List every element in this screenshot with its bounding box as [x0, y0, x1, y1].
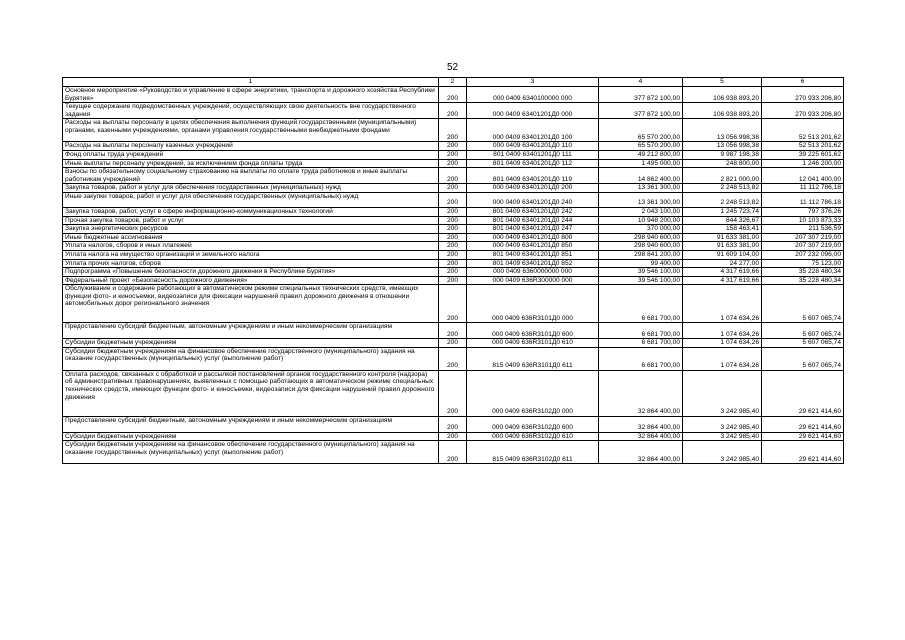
- row-remaining-cell: 29 621 414,60: [762, 370, 844, 416]
- row-budget-code-cell: 000 0409 6360000000 000: [467, 268, 599, 277]
- row-budget-code-cell: 801 0409 63401201Д0 851: [467, 250, 599, 259]
- row-name-cell: Расходы на выплаты персоналу казенных учреждений: [63, 142, 439, 151]
- row-executed-cell: 106 938 893,20: [683, 103, 762, 119]
- table-row: [63, 416, 844, 432]
- row-plan-cell: 6 681 700,00: [599, 323, 683, 339]
- row-executed-cell: 1 074 634,26: [683, 285, 762, 323]
- row-budget-code-cell: 000 0409 636R3102Д0 610: [467, 432, 599, 441]
- row-admin-code-cell: 200: [439, 347, 467, 370]
- row-executed-cell: 2 821 000,00: [683, 168, 762, 184]
- row-name-cell: Обслуживание и содержание работающих в автоматическом режиме специальных технических средств, имеющих функции фото- и киносъемки, видеозаписи для фиксации нарушений правил дорожного движения в отношении автомобильных дорог регионального значения: [63, 285, 439, 323]
- row-budget-code-cell: 000 0409 63401201Д0 240: [467, 192, 599, 207]
- row-budget-code-cell: 000 0409 63401201Д0 000: [467, 103, 599, 119]
- table-row: [63, 339, 844, 348]
- column-header: 4: [599, 78, 683, 87]
- row-executed-cell: 158 463,41: [683, 225, 762, 234]
- row-budget-code-cell: 000 0409 63401201Д0 110: [467, 142, 599, 151]
- row-admin-code-cell: 200: [439, 416, 467, 432]
- row-remaining-cell: 270 933 206,80: [762, 87, 844, 103]
- row-budget-code-cell: 815 0409 636R3102Д0 611: [467, 441, 599, 464]
- row-plan-cell: 39 546 100,00: [599, 276, 683, 285]
- table-row: [63, 225, 844, 234]
- row-executed-cell: 3 242 985,40: [683, 441, 762, 464]
- row-name-cell: Закупка энергетических ресурсов: [63, 225, 439, 234]
- table-row: [63, 103, 844, 119]
- row-remaining-cell: 5 607 065,74: [762, 339, 844, 348]
- row-name-cell: Прочая закупка товаров, работ и услуг: [63, 216, 439, 225]
- row-plan-cell: 13 361 300,00: [599, 184, 683, 193]
- row-admin-code-cell: 200: [439, 119, 467, 142]
- row-admin-code-cell: 200: [439, 370, 467, 416]
- row-budget-code-cell: 000 0409 63401201Д0 800: [467, 233, 599, 242]
- row-admin-code-cell: 200: [439, 432, 467, 441]
- row-executed-cell: 3 242 985,40: [683, 370, 762, 416]
- row-executed-cell: 91 633 381,00: [683, 242, 762, 251]
- row-plan-cell: 32 864 400,00: [599, 432, 683, 441]
- row-executed-cell: 2 248 513,82: [683, 184, 762, 193]
- row-plan-cell: 10 948 200,00: [599, 216, 683, 225]
- column-header: 2: [439, 78, 467, 87]
- row-executed-cell: 1 074 634,26: [683, 323, 762, 339]
- row-name-cell: Оплата расходов, связанных с обработкой и рассылкой постановлений органов государственного контроля (надзора) об административных правонарушениях, выявленных с помощью работающих в автоматическом режиме специальных технических средств, имеющих функции фото- и киносъемки, видеозаписи для фиксации нарушений правил дорожного движения: [63, 370, 439, 416]
- table-row: [63, 370, 844, 416]
- row-name-cell: Закупка товаров, работ, услуг в сфере информационно-коммуникационных технологий: [63, 207, 439, 216]
- table-row: [63, 441, 844, 464]
- row-remaining-cell: 11 112 786,18: [762, 192, 844, 207]
- table-row: [63, 285, 844, 323]
- table-row: [63, 276, 844, 285]
- table-row: [63, 216, 844, 225]
- row-executed-cell: 3 242 985,40: [683, 416, 762, 432]
- row-budget-code-cell: 000 0409 636R300000 000: [467, 276, 599, 285]
- row-plan-cell: 6 681 700,00: [599, 285, 683, 323]
- row-remaining-cell: 35 228 480,34: [762, 276, 844, 285]
- row-plan-cell: 6 681 700,00: [599, 339, 683, 348]
- row-budget-code-cell: 000 0409 636R3101Д0 600: [467, 323, 599, 339]
- row-name-cell: Взносы по обязательному социальному страхованию на выплаты по оплате труда работников и иные выплаты работникам учреждений: [63, 168, 439, 184]
- row-executed-cell: 844 326,67: [683, 216, 762, 225]
- row-name-cell: Иные закупки товаров, работ и услуг для обеспечения государственных (муниципальных) нужд: [63, 192, 439, 207]
- row-executed-cell: 248 800,00: [683, 159, 762, 168]
- row-remaining-cell: 207 232 096,00: [762, 250, 844, 259]
- row-plan-cell: 1 495 000,00: [599, 159, 683, 168]
- row-executed-cell: 1 074 634,26: [683, 339, 762, 348]
- row-admin-code-cell: 200: [439, 216, 467, 225]
- row-name-cell: Субсидии бюджетным учреждениям на финансовое обеспечение государственного (муниципального) задания на оказание государственных (муниципальных) услуг (выполнение работ): [63, 347, 439, 370]
- row-name-cell: Фонд оплаты труда учреждений: [63, 150, 439, 159]
- row-remaining-cell: 10 103 873,33: [762, 216, 844, 225]
- row-admin-code-cell: 200: [439, 168, 467, 184]
- row-remaining-cell: 5 607 065,74: [762, 285, 844, 323]
- row-executed-cell: 1 245 723,74: [683, 207, 762, 216]
- row-name-cell: Иные выплаты персоналу учреждений, за исключением фонда оплаты труда: [63, 159, 439, 168]
- row-plan-cell: 65 570 200,00: [599, 119, 683, 142]
- row-executed-cell: 2 248 513,82: [683, 192, 762, 207]
- column-header: 3: [467, 78, 599, 87]
- table-row: [63, 192, 844, 207]
- row-budget-code-cell: 000 0409 636R3102Д0 600: [467, 416, 599, 432]
- row-admin-code-cell: 200: [439, 184, 467, 193]
- column-header: 5: [683, 78, 762, 87]
- row-budget-code-cell: 000 0409 636R3101Д0 610: [467, 339, 599, 348]
- column-header: 6: [762, 78, 844, 87]
- row-budget-code-cell: 000 0409 63401201Д0 850: [467, 242, 599, 251]
- row-plan-cell: 6 681 700,00: [599, 347, 683, 370]
- row-remaining-cell: 75 123,00: [762, 259, 844, 268]
- row-name-cell: Текущее содержание подведомственных учреждений, осуществляющих свою деятельность вне государственного задания: [63, 103, 439, 119]
- row-remaining-cell: 5 607 065,74: [762, 347, 844, 370]
- row-name-cell: Предоставление субсидий бюджетным, автономным учреждениям и иным некоммерческим организациям: [63, 416, 439, 432]
- row-remaining-cell: 35 228 480,34: [762, 268, 844, 277]
- row-plan-cell: 32 864 400,00: [599, 441, 683, 464]
- row-admin-code-cell: 200: [439, 285, 467, 323]
- table-row: [63, 142, 844, 151]
- row-name-cell: Федеральный проект «Безопасность дорожного движения»: [63, 276, 439, 285]
- row-executed-cell: 9 987 198,38: [683, 150, 762, 159]
- table-row: [63, 207, 844, 216]
- table-row: [63, 250, 844, 259]
- row-remaining-cell: 797 376,26: [762, 207, 844, 216]
- row-budget-code-cell: 000 0409 636R3101Д0 000: [467, 285, 599, 323]
- row-admin-code-cell: 200: [439, 225, 467, 234]
- row-plan-cell: 99 400,00: [599, 259, 683, 268]
- row-name-cell: Предоставление субсидий бюджетным, автономным учреждениям и иным некоммерческим организациям: [63, 323, 439, 339]
- row-name-cell: Основное мероприятие «Руководство и управление в сфере энергетики, транспорта и дорожного хозяйства Республики Бурятия»: [63, 87, 439, 103]
- row-budget-code-cell: 801 0409 63401201Д0 119: [467, 168, 599, 184]
- row-name-cell: Субсидии бюджетным учреждениям на финансовое обеспечение государственного (муниципального) задания на оказание государственных (муниципальных) услуг (выполнение работ): [63, 441, 439, 464]
- row-name-cell: Уплата налога на имущество организаций и земельного налога: [63, 250, 439, 259]
- row-plan-cell: 377 872 100,00: [599, 103, 683, 119]
- row-remaining-cell: 12 041 400,00: [762, 168, 844, 184]
- row-remaining-cell: 52 513 201,62: [762, 142, 844, 151]
- row-name-cell: Субсидии бюджетным учреждениям: [63, 432, 439, 441]
- row-executed-cell: 4 317 619,66: [683, 268, 762, 277]
- row-remaining-cell: 29 621 414,60: [762, 432, 844, 441]
- row-budget-code-cell: 815 0409 636R3101Д0 611: [467, 347, 599, 370]
- row-remaining-cell: 29 621 414,60: [762, 416, 844, 432]
- row-admin-code-cell: 200: [439, 323, 467, 339]
- table-row: [63, 184, 844, 193]
- row-name-cell: Закупка товаров, работ и услуг для обеспечения государственных (муниципальных) нужд: [63, 184, 439, 193]
- row-budget-code-cell: 801 0409 63401201Д0 852: [467, 259, 599, 268]
- column-number-row: [63, 78, 844, 87]
- row-remaining-cell: 1 246 200,00: [762, 159, 844, 168]
- column-header: 1: [63, 78, 439, 87]
- row-admin-code-cell: 200: [439, 159, 467, 168]
- row-executed-cell: 13 056 998,38: [683, 119, 762, 142]
- row-name-cell: Уплата налогов, сборов и иных платежей: [63, 242, 439, 251]
- row-admin-code-cell: 200: [439, 339, 467, 348]
- table-row: [63, 119, 844, 142]
- row-admin-code-cell: 200: [439, 250, 467, 259]
- row-remaining-cell: 211 536,59: [762, 225, 844, 234]
- row-admin-code-cell: 200: [439, 142, 467, 151]
- row-admin-code-cell: 200: [439, 103, 467, 119]
- row-admin-code-cell: 200: [439, 268, 467, 277]
- row-name-cell: Иные бюджетные ассигнования: [63, 233, 439, 242]
- table-row: [63, 432, 844, 441]
- row-executed-cell: 106 938 893,20: [683, 87, 762, 103]
- row-budget-code-cell: 801 0409 63401201Д0 244: [467, 216, 599, 225]
- row-admin-code-cell: 200: [439, 233, 467, 242]
- row-remaining-cell: 5 607 065,74: [762, 323, 844, 339]
- row-admin-code-cell: 200: [439, 259, 467, 268]
- page-number: 52: [446, 62, 459, 73]
- row-remaining-cell: 29 621 414,60: [762, 441, 844, 464]
- row-executed-cell: 13 056 998,38: [683, 142, 762, 151]
- row-budget-code-cell: 000 0409 6340100000 000: [467, 87, 599, 103]
- row-plan-cell: 370 000,00: [599, 225, 683, 234]
- row-plan-cell: 298 841 200,00: [599, 250, 683, 259]
- row-plan-cell: 298 940 600,00: [599, 242, 683, 251]
- row-executed-cell: 1 074 634,26: [683, 347, 762, 370]
- table-row: [63, 268, 844, 277]
- row-admin-code-cell: 200: [439, 192, 467, 207]
- row-executed-cell: 4 317 619,66: [683, 276, 762, 285]
- table-row: [63, 168, 844, 184]
- row-executed-cell: 24 277,00: [683, 259, 762, 268]
- row-budget-code-cell: 000 0409 63401201Д0 100: [467, 119, 599, 142]
- row-plan-cell: 298 940 600,00: [599, 233, 683, 242]
- row-remaining-cell: 52 513 201,62: [762, 119, 844, 142]
- row-remaining-cell: 39 225 601,62: [762, 150, 844, 159]
- row-executed-cell: 3 242 985,40: [683, 432, 762, 441]
- row-remaining-cell: 11 112 786,18: [762, 184, 844, 193]
- row-plan-cell: 65 570 200,00: [599, 142, 683, 151]
- table-row: [63, 347, 844, 370]
- table-row: [63, 150, 844, 159]
- row-admin-code-cell: 200: [439, 441, 467, 464]
- row-admin-code-cell: 200: [439, 276, 467, 285]
- row-budget-code-cell: 000 0409 63401201Д0 200: [467, 184, 599, 193]
- row-name-cell: Подпрограмма «Повышение безопасности дорожного движения в Республике Бурятия»: [63, 268, 439, 277]
- row-plan-cell: 39 546 100,00: [599, 268, 683, 277]
- budget-table: [62, 77, 844, 464]
- row-budget-code-cell: 000 0409 636R3102Д0 000: [467, 370, 599, 416]
- row-budget-code-cell: 801 0409 63401201Д0 242: [467, 207, 599, 216]
- row-admin-code-cell: 200: [439, 87, 467, 103]
- row-remaining-cell: 207 307 219,00: [762, 233, 844, 242]
- table-row: [63, 87, 844, 103]
- row-budget-code-cell: 801 0409 63401201Д0 112: [467, 159, 599, 168]
- row-plan-cell: 2 043 100,00: [599, 207, 683, 216]
- row-executed-cell: 91 633 381,00: [683, 233, 762, 242]
- row-plan-cell: 49 212 800,00: [599, 150, 683, 159]
- row-plan-cell: 14 862 400,00: [599, 168, 683, 184]
- row-name-cell: Расходы на выплаты персоналу в целях обеспечения выполнения функций государственными (муниципальными) органами, казенными учреждениями, органами управления государственными внебюджетными фондами: [63, 119, 439, 142]
- row-remaining-cell: 270 933 206,80: [762, 103, 844, 119]
- row-admin-code-cell: 200: [439, 242, 467, 251]
- table-row: [63, 159, 844, 168]
- row-budget-code-cell: 801 0409 63401201Д0 247: [467, 225, 599, 234]
- row-plan-cell: 32 864 400,00: [599, 370, 683, 416]
- row-name-cell: Субсидии бюджетным учреждениям: [63, 339, 439, 348]
- row-budget-code-cell: 801 0409 63401201Д0 111: [467, 150, 599, 159]
- row-admin-code-cell: 200: [439, 207, 467, 216]
- row-admin-code-cell: 200: [439, 150, 467, 159]
- row-plan-cell: 32 864 400,00: [599, 416, 683, 432]
- table-row: [63, 242, 844, 251]
- row-remaining-cell: 207 307 219,00: [762, 242, 844, 251]
- table-row: [63, 259, 844, 268]
- row-executed-cell: 91 609 104,00: [683, 250, 762, 259]
- row-name-cell: Уплата прочих налогов, сборов: [63, 259, 439, 268]
- row-plan-cell: 377 872 100,00: [599, 87, 683, 103]
- table-row: [63, 233, 844, 242]
- table-row: [63, 323, 844, 339]
- row-plan-cell: 13 361 300,00: [599, 192, 683, 207]
